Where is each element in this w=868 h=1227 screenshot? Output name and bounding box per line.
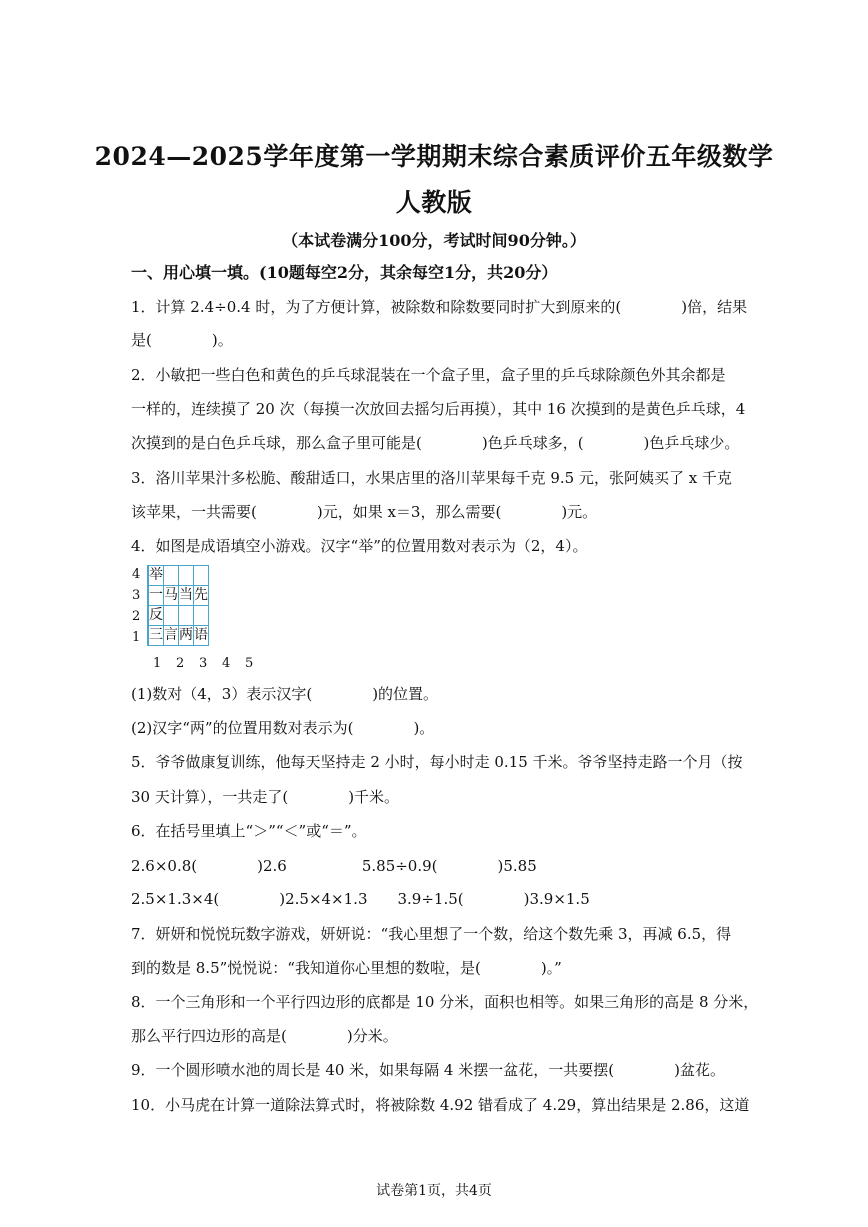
grid-cell — [164, 566, 179, 586]
question-line: (2)汉字“两”的位置用数对表示为( )。 — [131, 719, 435, 737]
section-heading: 一、用心填一填。(10题每空2分，其余每空1分，共20分） — [131, 263, 558, 282]
grid-x-label: 3 — [199, 656, 208, 671]
exam-note: （本试卷满分100分，考试时间90分钟。） — [282, 231, 586, 250]
grid-cell: 先 — [194, 586, 209, 606]
exam-title-line2: 人教版 — [395, 188, 473, 217]
question-line: 6．在括号里填上“＞”“＜”或“＝”。 — [131, 822, 367, 840]
grid-x-label: 5 — [245, 656, 254, 671]
grid-x-label: 4 — [222, 656, 231, 671]
question-line: 30 天计算），一共走了( )千米。 — [131, 788, 400, 806]
grid-cell: 一 — [149, 586, 164, 606]
grid-cell — [194, 566, 209, 586]
grid-y-label: 4 — [132, 567, 141, 582]
grid-cell — [194, 606, 209, 626]
question-line: 5．爷爷做康复训练，他每天坚持走 2 小时，每小时走 0.15 千米。爷爷坚持走路一个月（按 — [131, 753, 743, 771]
grid-x-label: 2 — [176, 656, 185, 671]
question-line: 8．一个三角形和一个平行四边形的底都是 10 分米，面积也相等。如果三角形的高是 8 分米， — [131, 993, 759, 1011]
question-line: 到的数是 8.5”悦悦说：“我知道你心里想的数啦，是( )。” — [131, 959, 562, 977]
question-line: 次摸到的是白色乒乓球，那么盒子里可能是( )色乒乓球多，( )色乒乓球少。 — [131, 434, 740, 452]
grid-cell: 三 — [149, 626, 164, 646]
grid-cell: 马 — [164, 586, 179, 606]
question-line: 9．一个圆形喷水池的周长是 40 米，如果每隔 4 米摆一盆花，一共要摆( )盆花。 — [131, 1061, 725, 1079]
question-line: 10．小马虎在计算一道除法算式时，将被除数 4.92 错看成了 4.29，算出结果是 2.86，这道 — [131, 1096, 750, 1114]
question-line: 那么平行四边形的高是( )分米。 — [131, 1027, 398, 1045]
question-line: (1)数对（4，3）表示汉字( )的位置。 — [131, 685, 439, 703]
grid-y-label: 3 — [132, 588, 141, 603]
question-line: 一样的，连续摸了 20 次（每摸一次放回去摇匀后再摸），其中 16 次摸到的是黄色乒乓球，4 — [131, 400, 746, 418]
grid-cell — [179, 566, 194, 586]
question-line: 2．小敏把一些白色和黄色的乒乓球混装在一个盒子里，盒子里的乒乓球除颜色外其余都是 — [131, 366, 726, 384]
grid-cell: 举 — [149, 566, 164, 586]
question-line: 4．如图是成语填空小游戏。汉字“举”的位置用数对表示为（2，4）。 — [131, 537, 588, 555]
grid-x-label: 1 — [153, 656, 162, 671]
grid-cell: 当 — [179, 586, 194, 606]
grid-cell: 反 — [149, 606, 164, 626]
question-line: 2.6×0.8( )2.6 5.85÷0.9( )5.85 — [131, 857, 537, 875]
grid-y-label: 1 — [132, 630, 141, 645]
question-line: 1．计算 2.4÷0.4 时，为了方便计算，被除数和除数要同时扩大到原来的( )倍，结果 — [131, 298, 748, 316]
grid-cell: 言 — [164, 626, 179, 646]
grid-cell: 语 — [194, 626, 209, 646]
question-line: 7．妍妍和悦悦玩数字游戏，妍妍说：“我心里想了一个数，给这个数先乘 3，再减 6.5，得 — [131, 925, 732, 943]
grid-y-label: 2 — [132, 609, 141, 624]
grid-cell: 两 — [179, 626, 194, 646]
question-line: 该苹果，一共需要( )元，如果 x＝3，那么需要( )元。 — [131, 503, 598, 521]
question-line: 2.5×1.3×4( )2.5×4×1.3 3.9÷1.5( )3.9×1.5 — [131, 890, 590, 908]
idiom-grid — [147, 565, 209, 646]
grid-cell — [179, 606, 194, 626]
exam-title-line1: 2024—2025学年度第一学期期末综合素质评价五年级数学 — [94, 142, 774, 171]
grid-cell — [164, 606, 179, 626]
question-line: 是( )。 — [131, 331, 233, 349]
question-line: 3．洛川苹果汁多松脆、酸甜适口，水果店里的洛川苹果每千克 9.5 元，张阿姨买了 x 千克 — [131, 469, 732, 487]
page-footer: 试卷第1页，共4页 — [376, 1183, 492, 1199]
